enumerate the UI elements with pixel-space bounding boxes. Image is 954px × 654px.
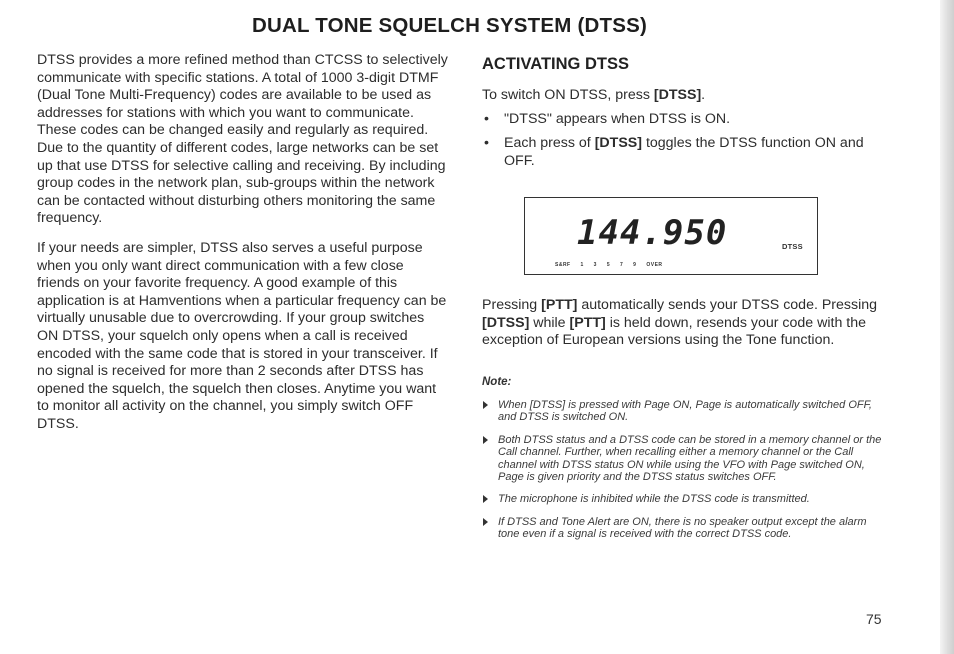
right-column xyxy=(482,55,892,176)
section-heading: ACTIVATING DTSS xyxy=(482,55,629,73)
note-item: Both DTSS status and a DTSS code can be stored in a memory channel or the Call channel. Further, when recalling either a memory channel or the Call channel with DTSS status ON while using the VFO with Page switched ON, Page is given priority and the DTSS status switches OFF. xyxy=(482,434,886,484)
page-number: 75 xyxy=(866,611,882,627)
note-label: Note: xyxy=(482,376,512,388)
bullet-item: • Each press of [DTSS] toggles the DTSS function ON and OFF. xyxy=(482,134,892,170)
bullet-list xyxy=(482,110,892,170)
notes-list xyxy=(482,399,886,551)
lcd-dtss-indicator: DTSS xyxy=(782,242,803,251)
dtss-key-label: [DTSS] xyxy=(653,87,702,103)
bullet-item: • "DTSS" appears when DTSS is ON. xyxy=(482,110,892,128)
ptt-key-label: [PTT] xyxy=(569,314,606,331)
ptt-description: Pressing [PTT] automatically sends your DTSS code. Pressing [DTSS] while [PTT] is held down, resends your code with the exception of European versions using the Tone function. xyxy=(482,297,878,348)
page-title: DUAL TONE SQUELCH SYSTEM (DTSS) xyxy=(252,14,647,37)
left-column xyxy=(37,52,449,445)
dtss-key-label: [DTSS] xyxy=(594,135,642,151)
note-item: The microphone is inhibited while the DTSS code is transmitted. xyxy=(482,493,886,505)
lcd-display xyxy=(524,197,818,275)
page-edge-shadow xyxy=(940,0,954,654)
lcd-frequency: 144.950 xyxy=(577,213,728,253)
dtss-key-label: [DTSS] xyxy=(482,314,530,331)
dtss-usage-paragraph: If your needs are simpler, DTSS also serves a useful purpose when you only want direct communication with a few close friends on your favorite frequency. A good example of this application is at Hamventions when a particular frequency can be virtually unusable due to overcrowding. If your group switches ON DTSS, your squelch only opens when a call is received encoded with the same code that is stored in your transceiver. If no signal is received for more than 2 seconds after DTSS has opened the squelch, the squelch then closes. Anytime you want to monitor all activity on the channel, you simply switch OFF DTSS. xyxy=(37,239,447,432)
lcd-signal-meter: S&RF 1 3 5 7 9 OVER xyxy=(555,262,663,268)
note-item: When [DTSS] is pressed with Page ON, Page is automatically switched OFF, and DTSS is switched ON. xyxy=(482,399,886,424)
ptt-key-label: [PTT] xyxy=(541,297,578,313)
dtss-description-paragraph: DTSS provides a more refined method than CTCSS to selectively communicate with specific stations. A total of 1000 3-digit DTMF (Dual Tone Multi-Frequency) codes are available to be used as addresses for stations with which you want to communicate. These codes can be changed easily and regularly as required. Due to the quantity of different codes, large networks can be set up that use DTSS for selective calling and receiving. By including group codes in the network plan, sub-groups within the network can be contacted without disturbing others monitoring the same frequency. xyxy=(37,52,448,227)
intro-text: To switch ON DTSS, press [DTSS]. xyxy=(482,87,706,103)
note-item: If DTSS and Tone Alert are ON, there is no speaker output except the alarm tone even if a signal is received with the correct DTSS code. xyxy=(482,516,886,541)
